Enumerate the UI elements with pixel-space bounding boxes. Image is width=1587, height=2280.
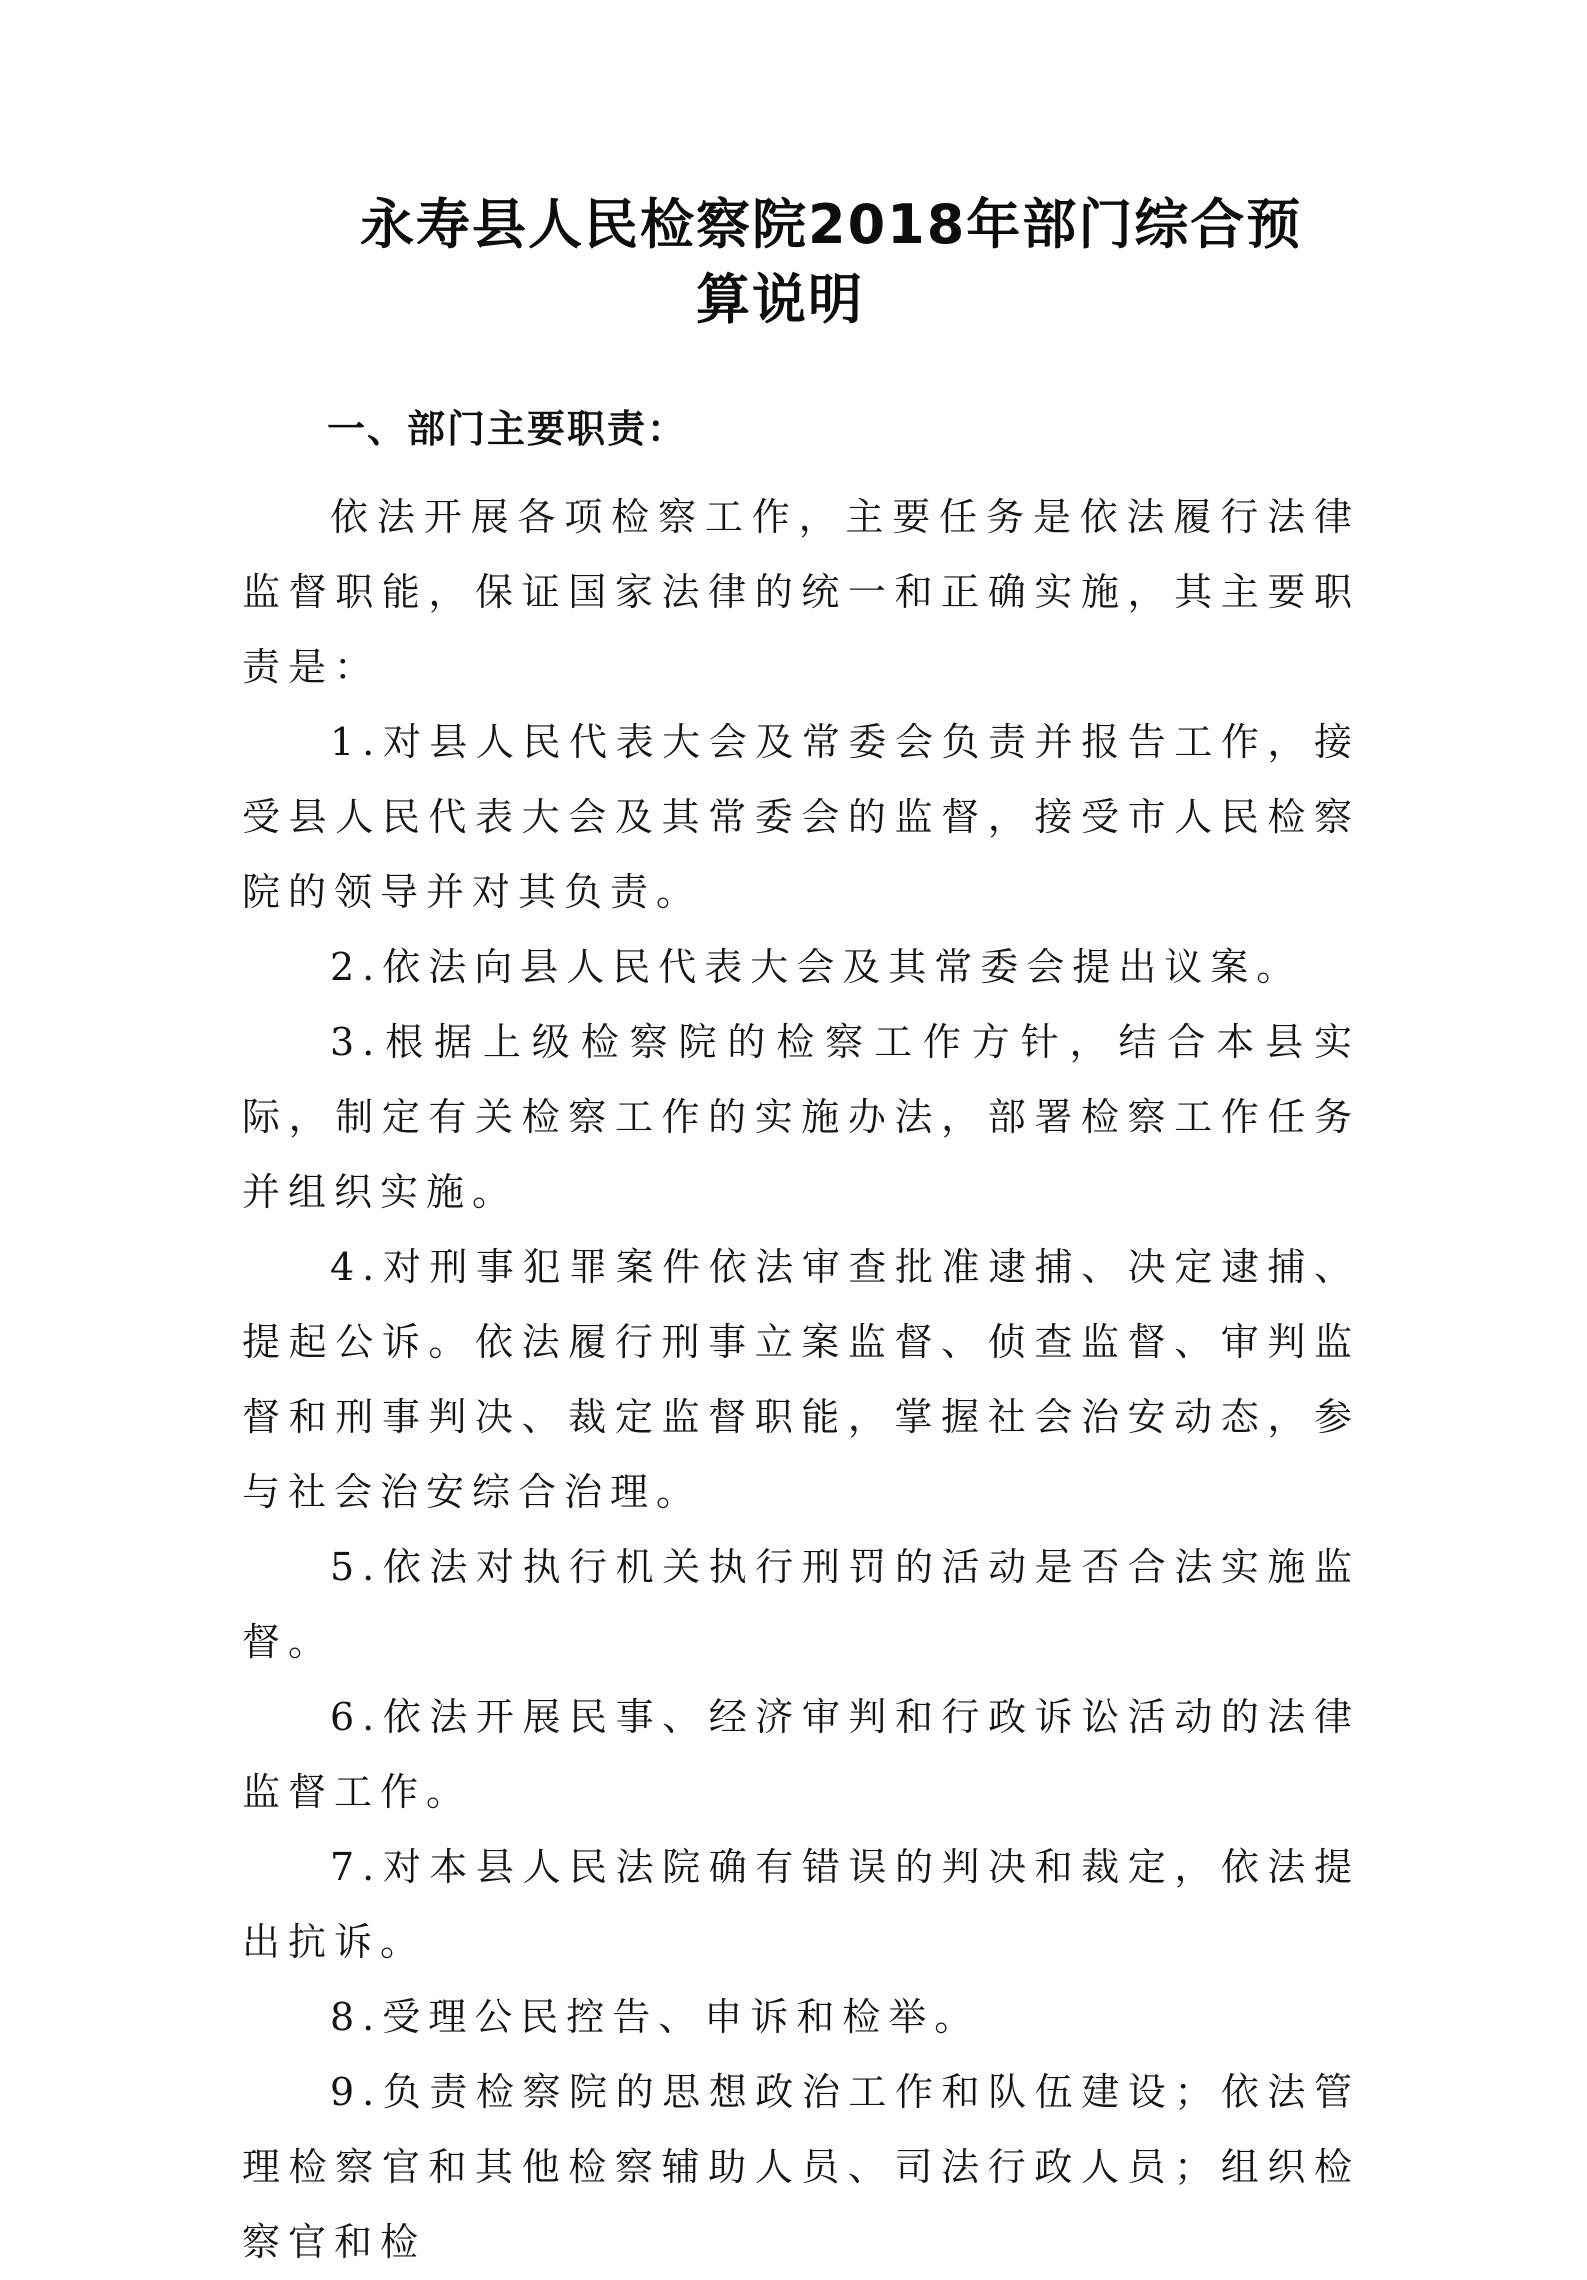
paragraph-item-9: 9.负责检察院的思想政治工作和队伍建设；依法管理检察官和其他检察辅助人员、司法行政人员；组织检察官和检 xyxy=(242,2070,1360,2264)
paragraph-item-6: 6.依法开展民事、经济审判和行政诉讼活动的法律监督工作。 xyxy=(242,1695,1360,1814)
document-title-line-1: 永寿县人民检察院2018年部门综合预 xyxy=(360,193,1303,256)
paragraph-item-7: 7.对本县人民法院确有错误的判决和裁定，依法提出抗诉。 xyxy=(242,1845,1360,1964)
paragraph-item-5: 5.依法对执行机关执行刑罚的活动是否合法实施监督。 xyxy=(242,1545,1360,1664)
paragraph-item-1: 1.对县人民代表大会及常委会负责并报告工作，接受县人民代表大会及其常委会的监督，接受市人民检察院的领导并对其负责。 xyxy=(242,720,1360,914)
paragraph-intro: 依法开展各项检察工作，主要任务是依法履行法律监督职能，保证国家法律的统一和正确实施，其主要职责是： xyxy=(242,495,1360,689)
paragraph-item-8: 8.受理公民控告、申诉和检举。 xyxy=(330,1995,981,2039)
paragraph-item-3: 3.根据上级检察院的检察工作方针，结合本县实际，制定有关检察工作的实施办法，部署检察工作任务并组织实施。 xyxy=(242,1020,1360,1214)
document-body xyxy=(242,480,1360,2280)
document-title-line-2: 算说明 xyxy=(696,268,864,331)
paragraph-item-4: 4.对刑事犯罪案件依法审查批准逮捕、决定逮捕、提起公诉。依法履行刑事立案监督、侦查监督、审判监督和刑事判决、裁定监督职能，掌握社会治安动态，参与社会治安综合治理。 xyxy=(242,1245,1360,1514)
paragraph-item-2: 2.依法向县人民代表大会及其常委会提出议案。 xyxy=(330,945,1303,989)
section-heading: 一、部门主要职责： xyxy=(327,407,688,451)
